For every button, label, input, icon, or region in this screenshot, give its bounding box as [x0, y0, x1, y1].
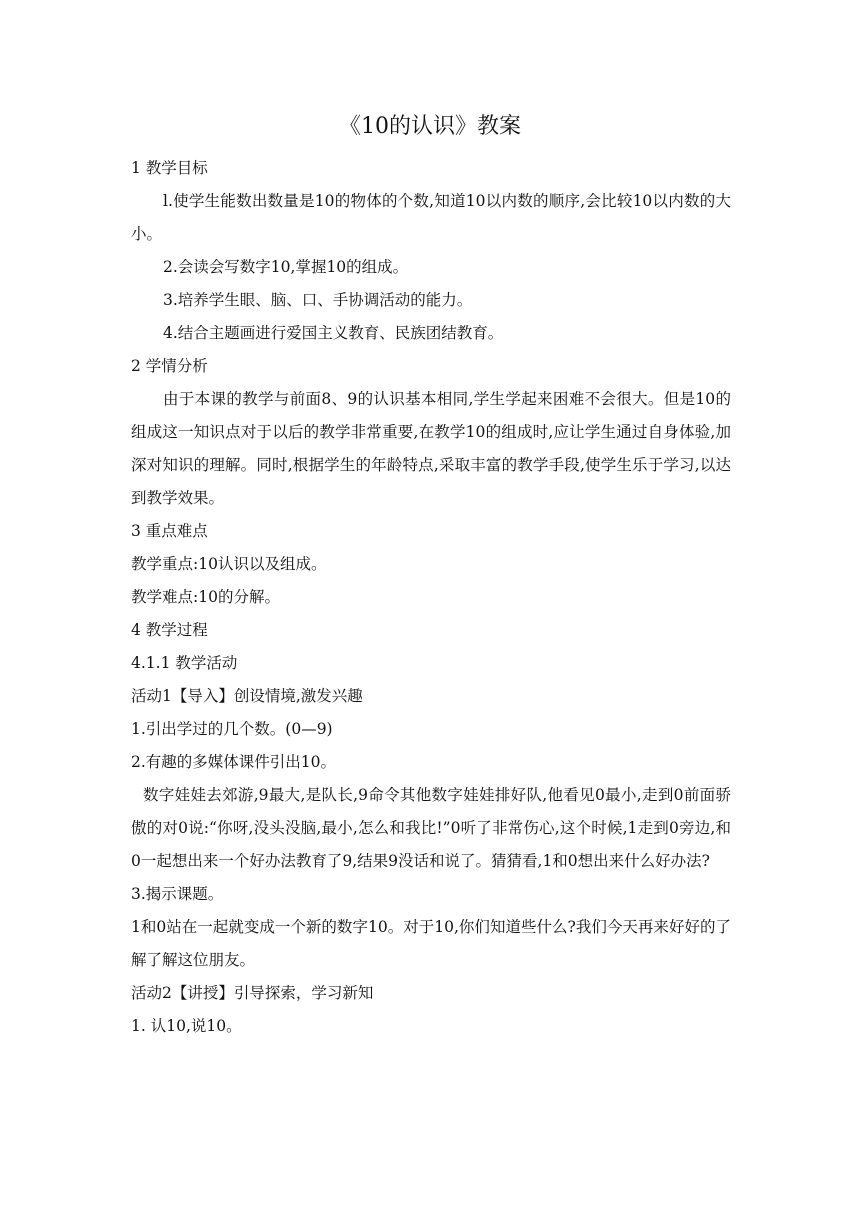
document-body: [131, 152, 731, 1043]
activity-1-title: 活动1【导入】创设情境,激发兴趣: [131, 687, 363, 705]
activity-2-title: 活动2【讲授】引导探索，学习新知: [131, 984, 374, 1002]
activity-1-reveal-paragraph: 1和0站在一起就变成一个新的数字10。对于10,你们知道些什么?我们今天再来好好的了解了解这位朋友。: [131, 918, 731, 969]
student-analysis-paragraph: 由于本课的教学与前面8、9的认识基本相同,学生学起来困难不会很大。但是10的组成这一知识点对于以后的教学非常重要,在教学10的组成时,应让学生通过自身体验,加深对知识的理解。同时,根据学生的年龄特点,采取丰富的教学手段,使学生乐于学习,以达到教学效果。: [131, 390, 731, 507]
activity-2-step-1: 1. 认10,说10。: [131, 1017, 242, 1035]
difficult-point-text: 教学难点:10的分解。: [131, 588, 280, 606]
section-heading-key-difficult-points: 3 重点难点: [131, 522, 208, 540]
section-heading-teaching-process: 4 教学过程: [131, 621, 208, 639]
activity-1-step-1: 1.引出学过的几个数。(0—9): [131, 720, 333, 738]
activity-1-step-2: 2.有趣的多媒体课件引出10。: [131, 753, 337, 771]
section-heading-teaching-goals: 1 教学目标: [131, 159, 208, 177]
goal-item-1: l.使学生能数出数量是10的物体的个数,知道10以内数的顺序,会比较10以内数的大小。: [131, 192, 731, 243]
goal-item-4: 4.结合主题画进行爱国主义教育、民族团结教育。: [163, 324, 504, 342]
goal-item-2: 2.会读会写数字10,掌握10的组成。: [163, 258, 409, 276]
document-title: 《10的认识》教案: [339, 114, 521, 139]
key-point-text: 教学重点:10认识以及组成。: [131, 555, 327, 573]
activity-1-story: 数字娃娃去郊游,9最大,是队长,9命令其他数字娃娃排好队,他看见0最小,走到0前面骄傲的对0说:“你呀,没头没脑,最小,怎么和我比!”0听了非常伤心,这个时候,1走到0旁边,和0一起想出来一个好办法教育了9,结果9没话和说了。猜猜看,1和0想出来什么好办法?: [131, 786, 731, 870]
goal-item-3: 3.培养学生眼、脑、口、手协调活动的能力。: [163, 291, 473, 309]
section-heading-student-analysis: 2 学情分析: [131, 357, 208, 375]
activity-1-step-3: 3.揭示课题。: [131, 885, 224, 903]
subheading-teaching-activities: 4.1.1 教学活动: [131, 654, 238, 672]
